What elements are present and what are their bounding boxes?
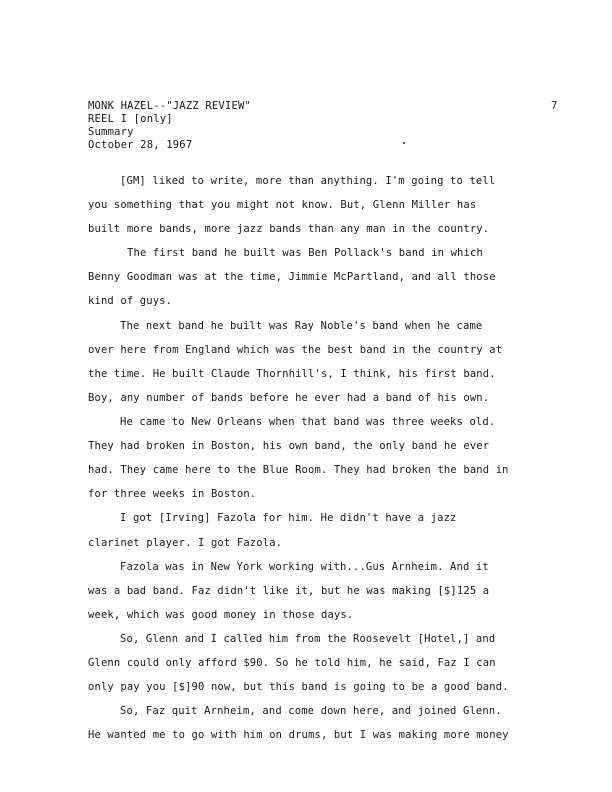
header-block (88, 100, 251, 152)
body-line: I got [Irving] Fazola for him. He didn't have a jazz (120, 512, 457, 524)
page-number: 7 (551, 100, 558, 112)
body-line: Benny Goodman was at the time, Jimmie McPartland, and all those (88, 271, 496, 283)
body-line: week, which was good money in those days. (88, 609, 354, 621)
header-title: MONK HAZEL--"JAZZ REVIEW" (88, 100, 252, 112)
body-line: for three weeks in Boston. (88, 488, 257, 500)
body-line: you something that you might not know. But, Glenn Miller has (88, 199, 477, 211)
scan-speck (403, 142, 405, 144)
body-line: over here from England which was the best band in the country at (88, 344, 503, 356)
body-line: [GM] liked to write, more than anything. I'm going to tell (120, 175, 496, 187)
body-line: Fazola was in New York working with...Gus Arnheim. And it (120, 561, 489, 573)
body-line: He wanted me to go with him on drums, but I was making more money (88, 729, 509, 741)
body-line: They had broken in Boston, his own band, the only band he ever (88, 440, 490, 452)
body-line: Glenn could only afford $90. So he told him, he said, Faz I can (88, 657, 496, 669)
body-line: the time. He built Claude Thornhill's, I think, his first band. (88, 368, 496, 380)
body-line: had. They came here to the Blue Room. They had broken the band in (88, 464, 509, 476)
body-line: He came to New Orleans when that band was three weeks old. (120, 416, 496, 428)
header-summary: Summary (88, 126, 134, 138)
body-line: kind of guys. (88, 295, 173, 307)
body-line: The next band he built was Ray Noble's band when he came (120, 320, 483, 332)
header-reel: REEL I [only] (88, 113, 173, 125)
body-line: Boy, any number of bands before he ever had a band of his own. (88, 392, 490, 404)
body-line: only pay you [$]90 now, but this band is going to be a good band. (88, 681, 509, 693)
body-line: clarinet player. I got Fazola. (88, 537, 283, 549)
body-line: built more bands, more jazz bands than any man in the country. (88, 223, 490, 235)
body-line: was a bad band. Faz didn't like it, but he was making [$]125 a (88, 585, 490, 597)
body-line: So, Glenn and I called him from the Roosevelt [Hotel,] and (120, 633, 496, 645)
header-date: October 28, 1967 (88, 139, 193, 151)
body-line: The first band he built was Ben Pollack's band in which (127, 247, 483, 259)
body-line: So, Faz quit Arnheim, and come down here, and joined Glenn. (120, 705, 502, 717)
